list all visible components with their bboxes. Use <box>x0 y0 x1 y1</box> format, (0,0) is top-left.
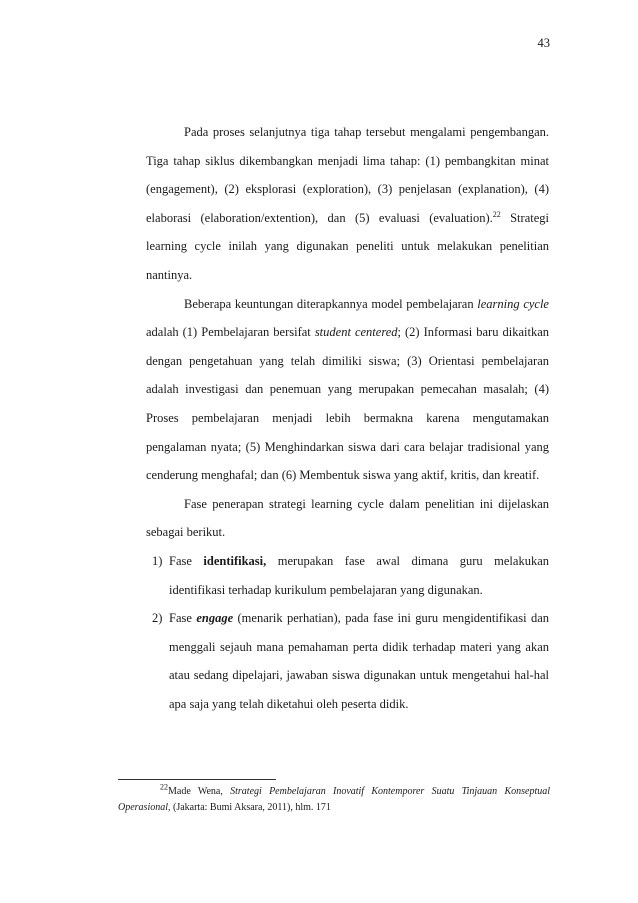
list-item <box>152 604 549 718</box>
paragraph-2-mid: adalah (1) Pembelajaran bersifat <box>146 325 315 340</box>
list-item-text: (menarik perhatian), pada fase ini guru mengidentifikasi dan menggali sejauh mana pemahaman perta didik terhadap materi yang akan atau sedang dipelajari, jawaban siswa digunakan untuk mengetahui hal-hal apa saja yang telah diketahui oleh peserta didik. <box>169 611 550 711</box>
list-item-number: 1) <box>152 553 163 568</box>
paragraph-1 <box>146 118 549 290</box>
list-item-prefix: Fase <box>169 611 197 626</box>
paragraph-3: Fase penerapan strategi learning cycle dalam penelitian ini dijelaskan sebagai berikut. <box>146 496 549 540</box>
list-item <box>152 547 549 604</box>
list-item-term: engage <box>196 611 234 626</box>
paragraph-2 <box>146 290 549 490</box>
paragraph-2-rest: ; (2) Informasi baru dikaitkan dengan pengetahuan yang telah dimiliki siswa; (3) Orientasi pembelajaran adalah investigasi dan penemuan yang merupakan pemecahan masalah; (4) Proses pembelajaran menjadi lebih bermakna karena mengutamakan pengalaman nyata; (5) Menghindarkan siswa dari cara belajar tradisional yang cenderung menghafal; dan (6) Membentuk siswa yang aktif, kritis, dan kreatif. <box>146 325 549 483</box>
paragraph-1-tail: Strategi learning cycle inilah yang digunakan peneliti untuk melakukan penelitian nantinya. <box>146 210 549 282</box>
page-number: 43 <box>537 36 550 50</box>
paragraph-1-text: Pada proses selanjutnya tiga tahap tersebut mengalami pengembangan. Tiga tahap siklus dikembangkan menjadi lima tahap: (1) pembangkitan minat (engagement), (2) eksplorasi (exploration), (3) penjelasan (explanation), (4) elaborasi (elaboration/extention), dan (5) evaluasi (evaluation). <box>146 125 549 225</box>
phase-list <box>146 547 549 719</box>
paragraph-2-student-centered: student centered <box>314 325 398 340</box>
list-item-text: merupakan fase awal dimana guru melakukan identifikasi terhadap kurikulum pembelajaran yang digunakan. <box>169 553 549 597</box>
list-item-number: 2) <box>152 611 163 626</box>
footnote <box>118 784 550 816</box>
footnote-divider <box>118 779 276 780</box>
paragraph-2-term: learning cycle <box>477 296 549 311</box>
footnote-title: Strategi Pembelajaran Inovatif Kontemporer Suatu Tinjauan Konseptual Operasional <box>118 786 550 813</box>
paragraph-2-intro: Beberapa keuntungan diterapkannya model pembelajaran <box>184 296 478 311</box>
list-item-prefix: Fase <box>169 553 204 568</box>
footnote-author: Made Wena, <box>168 786 231 797</box>
footnote-number: 22 <box>160 782 168 792</box>
list-item-term: identifikasi, <box>203 553 267 568</box>
footnote-publication: , (Jakarta: Bumi Aksara, 2011), hlm. 171 <box>168 802 331 813</box>
body-text <box>146 118 549 718</box>
footnote-ref: 22 <box>492 209 501 219</box>
